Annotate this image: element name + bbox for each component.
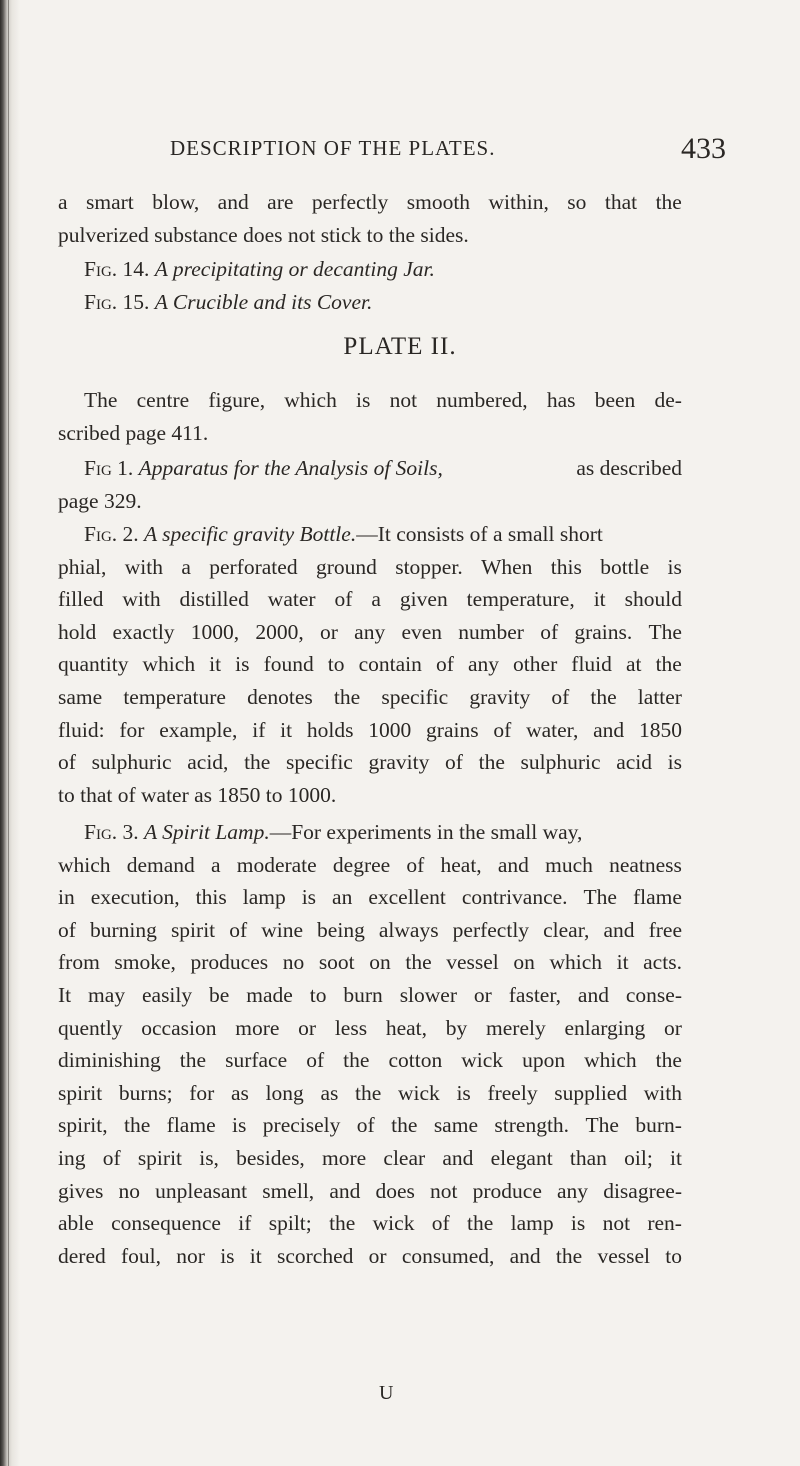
- text-line: of burning spirit of wine being always perfectly clear, and free: [58, 917, 682, 942]
- text-line: The centre figure, which is not numbered, has been de-: [84, 388, 682, 412]
- fig14-entry: [58, 253, 682, 286]
- text-line: page 329.: [58, 488, 142, 513]
- text-line: filled with distilled water of a given temperature, it should: [58, 587, 682, 612]
- text-line: diminishing the surface of the cotton wick upon which the: [58, 1048, 682, 1073]
- fig1-caption: Apparatus for the Analysis of Soils,: [138, 456, 443, 480]
- fig2-lead: —It consists of a small short: [356, 522, 603, 546]
- text-line: hold exactly 1000, 2000, or any even number of grains. The: [58, 619, 682, 644]
- fig2-caption: A specific gravity Bottle.: [144, 522, 357, 546]
- binding-shadow-line: [8, 0, 9, 1466]
- book-binding-edge: [0, 0, 20, 1466]
- fig2-label: Fig. 2.: [84, 522, 139, 546]
- text-line: a smart blow, and are perfectly smooth within, so that the: [58, 190, 682, 214]
- header-title: DESCRIPTION OF THE PLATES.: [170, 136, 496, 160]
- text-line: pulverized substance does not stick to the sides.: [58, 222, 469, 247]
- text-line: spirit burns; for as long as the wick is freely supplied with: [58, 1080, 682, 1105]
- text-line: to that of water as 1850 to 1000.: [58, 782, 337, 807]
- fig1-label: Fig 1.: [84, 456, 134, 480]
- page-number: 433: [681, 132, 726, 165]
- text-line: of sulphuric acid, the specific gravity of the sulphuric acid is: [58, 750, 682, 775]
- fig1-rest: as described: [576, 456, 682, 480]
- signature-mark: U: [379, 1382, 394, 1404]
- text-line: gives no unpleasant smell, and does not produce any disagree-: [58, 1178, 682, 1203]
- opening-paragraph: [58, 186, 682, 251]
- text-line: spirit, the flame is precisely of the same strength. The burn-: [58, 1113, 682, 1138]
- text-line: quantity which it is found to contain of any other fluid at the: [58, 652, 682, 677]
- text-line: able consequence if spilt; the wick of the lamp is not ren-: [58, 1211, 682, 1236]
- text-line: same temperature denotes the specific gravity of the latter: [58, 684, 682, 709]
- fig3-lead: —For experiments in the small way,: [269, 820, 583, 844]
- text-line: which demand a moderate degree of heat, and much neatness: [58, 852, 682, 877]
- fig15-caption: A Crucible and its Cover.: [154, 290, 373, 314]
- fig14-label: Fig. 14.: [84, 257, 150, 281]
- text-line: from smoke, produces no soot on the vessel on which it acts.: [58, 950, 682, 975]
- text-line: fluid: for example, if it holds 1000 grains of water, and 1850: [58, 717, 682, 742]
- running-header: [170, 132, 726, 166]
- text-line: scribed page 411.: [58, 420, 209, 445]
- text-line: It may easily be made to burn slower or faster, and conse-: [58, 982, 682, 1007]
- fig14-caption: A precipitating or decanting Jar.: [154, 257, 435, 281]
- fig3-caption: A Spirit Lamp.: [144, 820, 270, 844]
- fig3-label: Fig. 3.: [84, 820, 139, 844]
- text-line: quently occasion more or less heat, by merely enlarging or: [58, 1015, 682, 1040]
- text-line: ing of spirit is, besides, more clear and elegant than oil; it: [58, 1145, 682, 1170]
- fig2-entry: [58, 518, 682, 811]
- text-line: dered foul, nor is it scorched or consumed, and the vessel to: [58, 1243, 682, 1268]
- plate-heading: PLATE II.: [343, 333, 457, 360]
- fig1-entry: [58, 452, 682, 517]
- text-line: phial, with a perforated ground stopper. When this bottle is: [58, 554, 682, 579]
- fig3-entry: [58, 816, 682, 1272]
- centre-figure-paragraph: [58, 384, 682, 449]
- fig15-entry: [58, 286, 682, 319]
- text-line: in execution, this lamp is an excellent contrivance. The flame: [58, 885, 682, 910]
- fig15-label: Fig. 15.: [84, 290, 150, 314]
